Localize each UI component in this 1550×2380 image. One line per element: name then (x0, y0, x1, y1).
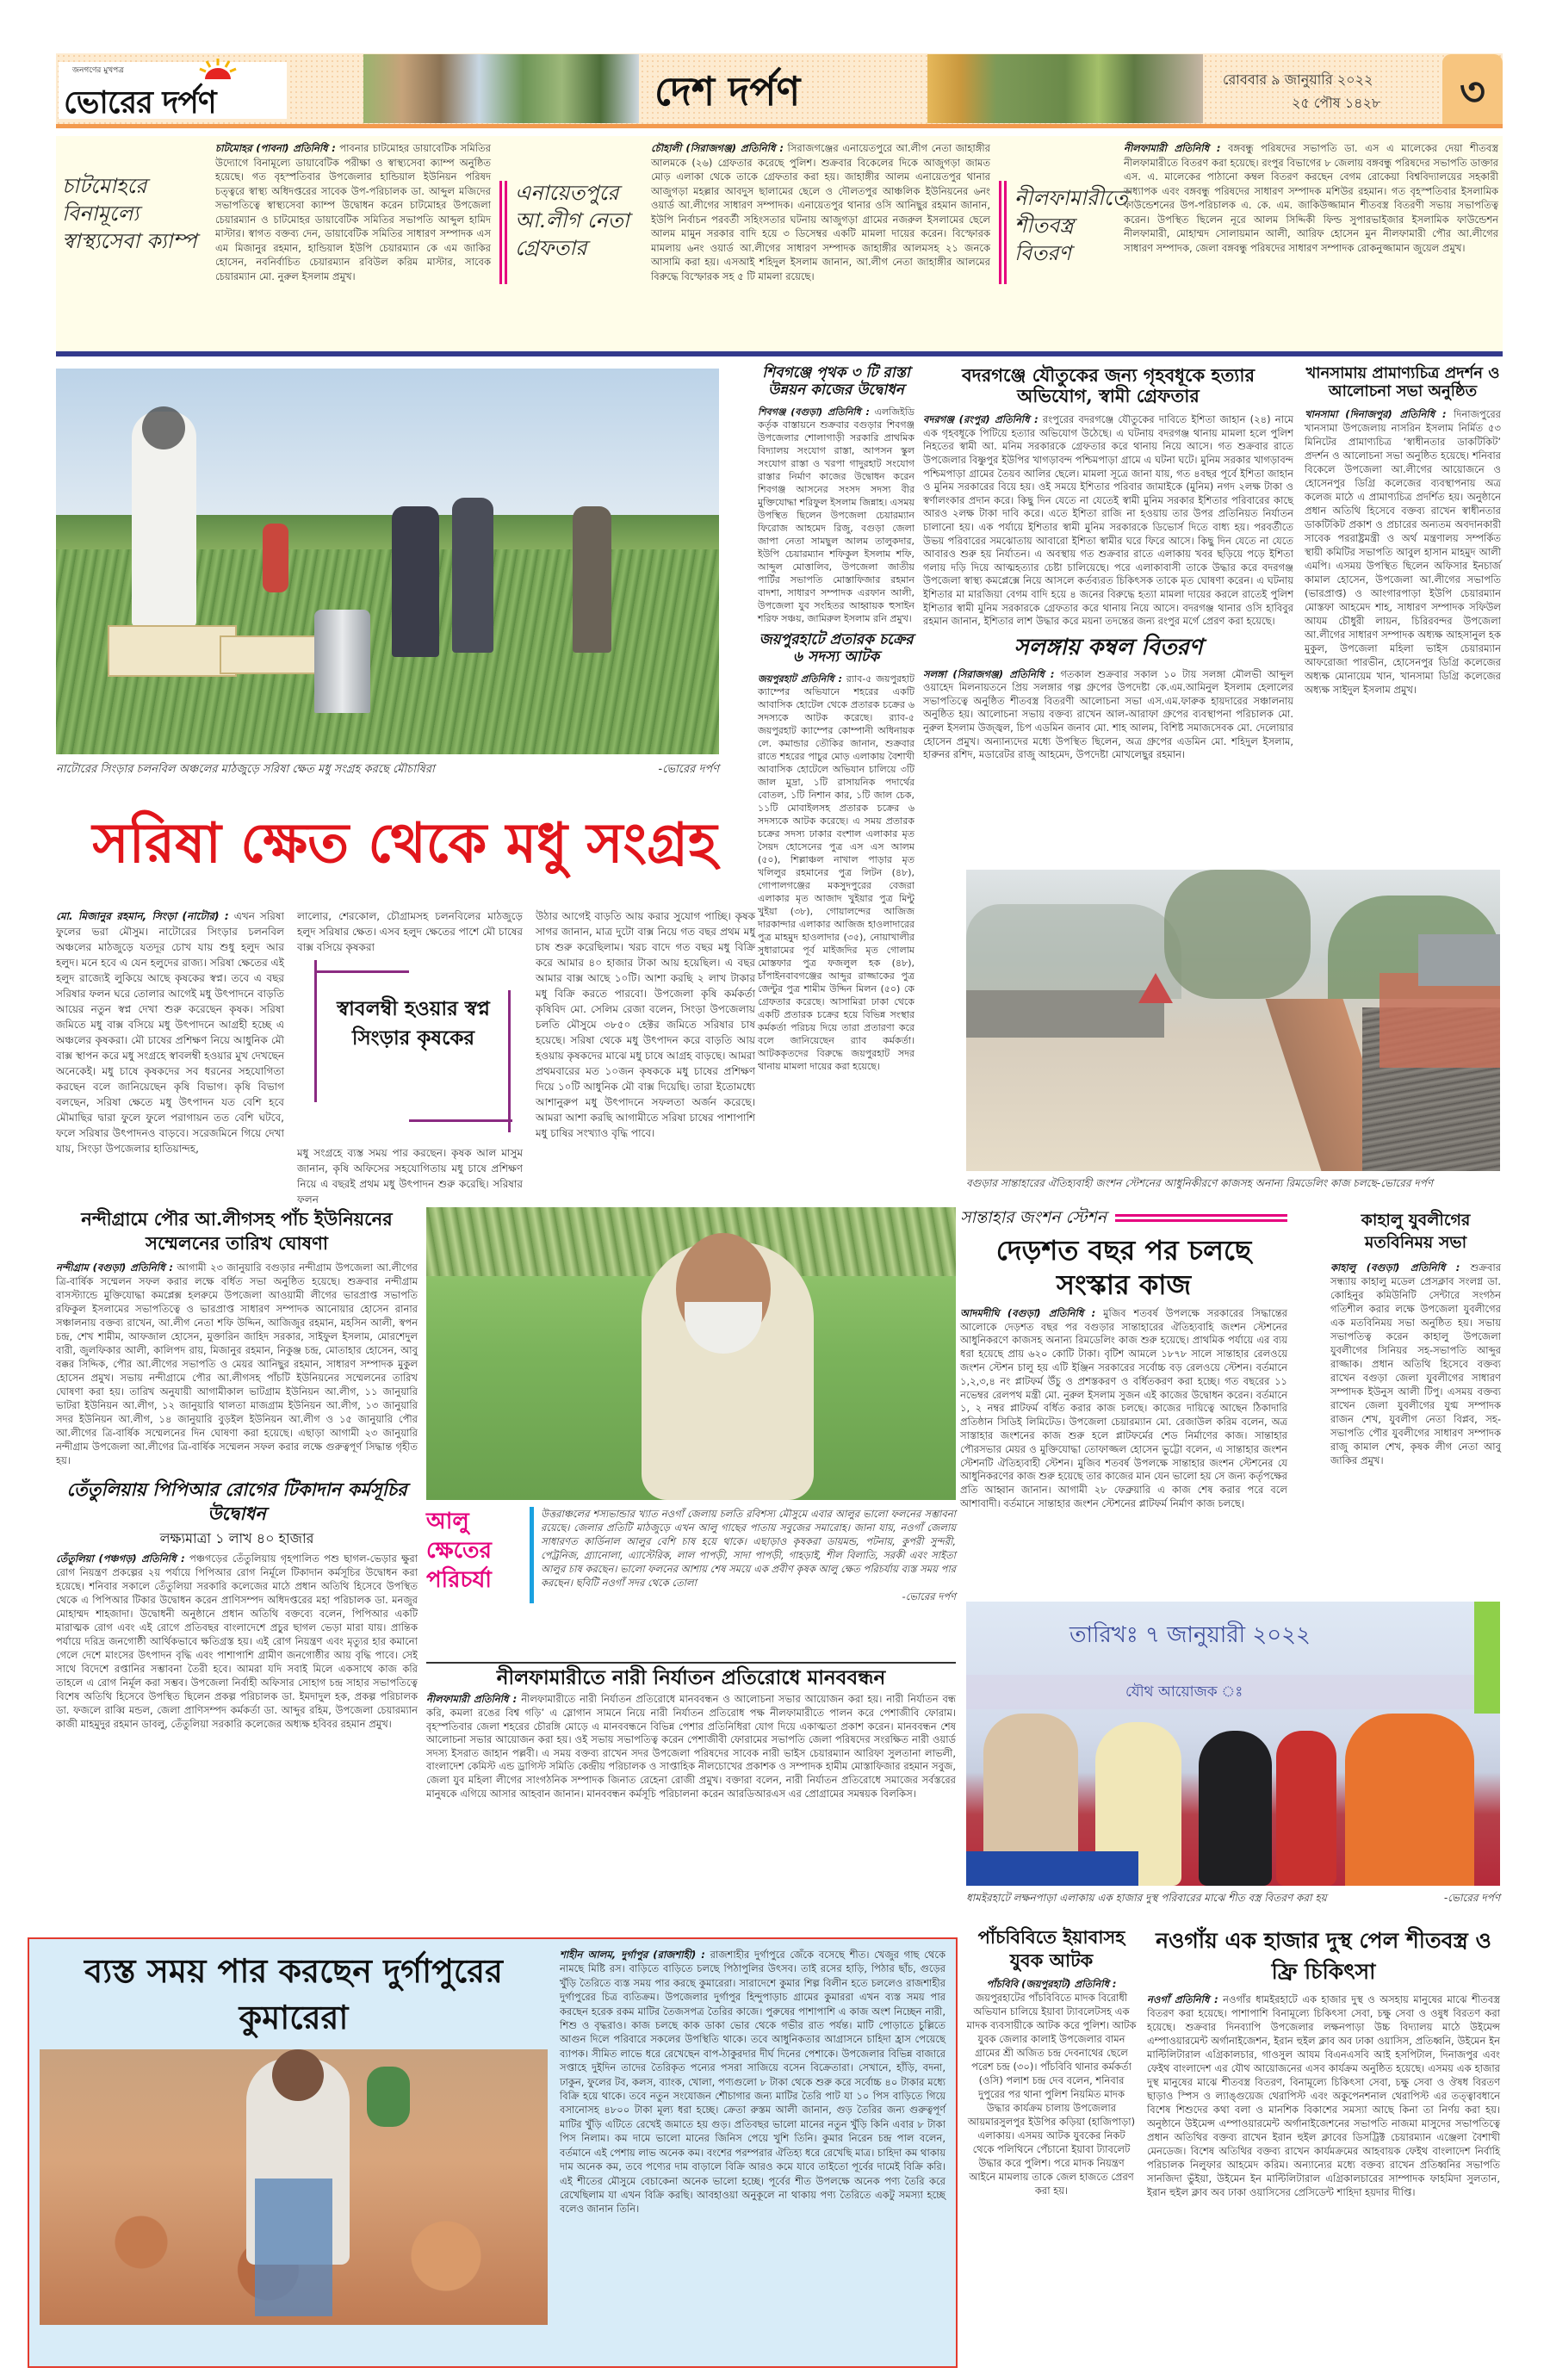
story-body: নীলফামারী প্রতিনিধি : বঙ্গবন্ধু পরিষদের সভাপতি ডা. এস এ মালেকের দেয়া শীতবস্ত্র নীলফামারীতে বিতরণ করা হয়েছে। রংপুর বিভাগের ৮ জেলায় বঙ্গবন্ধু পরিষদের সভাপতি ডাক্তার এস. এ. মালেকের পাঠানো কম্বল বিতরণ করছেন বেগম রোকেয়া বিশ্ববিদ্যালয়ের সহকারী অধ্যাপক এবং বঙ্গবন্ধু পরিষদের সাধারণ সম্পাদক মশিউর রহমান। গত বৃহস্পতিবার ইসলামিক ফাউন্ডেশনের উপ-পরিচালক এ. কে. এম. জাকিউজ্জামান শীতবস্ত্র বিতরণী সভায় সভাপতিত্ব করেন। উপস্থিত ছিলেন নূরে আলম সিদ্দিকী ফিল্ড সুপারভাইজার ইসলামিক ফাউন্ডেশন নীলফামারী, মোহাম্মদ সোলায়মান আলী, আরিফ হোসেন মুন নীলফামারী পৌর আ.লীগের সাধারণ সম্পাদক, জেলা বঙ্গবন্ধু পরিষদের সাধারণ সম্পাদক রোকনুজ্জামান জুয়েল প্রমুখ। (1124, 142, 1499, 254)
story-column: মো. মিজানুর রহমান, সিংড়া (নাটোর) : এখন সরিষা ফুলের ভরা মৌসুম। নাটোরের সিংড়ার চলনবিল অঞ্চলের মাঠজুড়ে যতদূর চোখ যায় শুধু হলুদ আর হলুদ। মনে হবে এ যেন হলুদের রাজ্য। সরিষা ক্ষেতের এই হলুদ রাজ্যেই লুকিয়ে আছে কৃষকের স্বপ্ন। তবে এ বছর সরিষার ফলন ঘরে তোলার আগেই মধু উৎপাদনে বাড়তি আয়ের নতুন স্বপ্ন দেখা শুরু করেছেন কৃষক। সরিষা জমিতে মধু বাক্স বসিয়ে মধু উৎপাদনে আগ্রহী হচ্ছে এ অঞ্চলের কৃষকরা। মৌ চাষের প্রশিক্ষণ নিয়ে আধুনিক মৌ বাক্স স্থাপন করে মধু সংগ্রহে স্বাবলম্বী হওয়ার মুখ দেখছেন অনেকেই। মধু চাষে কৃষকদের সব ধরনের সহযোগিতা করছেন বলে জানিয়েছেন কৃষি বিভাগ। কৃষি বিভাগ বলছেন, সরিষা ক্ষেতে মধু উৎপাদন যত বেশি হবে মৌমাছির দ্বারা ফুলে ফুলে পরাগায়ন তত বেশি ঘটবে, ফলে সরিষার উৎপাদনও বাড়বে। সরেজমিনে গিয়ে দেখা যায়, সিংড়া উপজেলার হাতিয়ান্দহ, (56, 910, 284, 1155)
photo-credit: -ভোরের দর্পণ (902, 1590, 956, 1602)
story-body: তেঁতুলিয়া (পঞ্চগড়) প্রতিনিধি : পঞ্চগড়ের তেঁতুলিয়ায় গৃহপালিত পশু ছাগল-ভেড়ার ক্ষুরা রোগ নিয়ন্ত্রণ প্রকল্পের ২য় পর্যায়ে পিপিআর রোগ নির্মূলে টিকাদান কর্মসূচির উদ্বোধন করা হয়েছে। শনিবার সকালে তেঁতুলিয়া সরকারি কলেজের মাঠে প্রধান অতিথি হিসেবে উপস্থিত থেকে এ পিপিআর টিকার উদ্বোধন করেন প্রাণিসম্পদ অধিদপ্তরের মহা পরিচালক ডা. মনজুর মোহাম্মদ শাহজাদা। উদ্বোধনী অনুষ্ঠানে প্রধান অতিথি বক্তব্যে বলেন, পিপিআর একটি মারাত্মক রোগ এবং এই রোগে প্রতিবছর বাংলাদেশে প্রচুর ছাগল ভেড়া মারা যায়। প্রান্তিক পর্যায়ে দরিদ্র জনগোষ্ঠী আর্থিকভাবে ক্ষতিগ্রস্ত হয়। এই রোগ নিয়ন্ত্রণ এবং মৃত্যুর হার কমানো গেলে দেশে মাংসের উৎপাদন বৃদ্ধি এবং পাশাপাশি গ্রামীণ জনগোষ্ঠীর আয় বৃদ্ধি পাবে। সেই সাথে বিদেশে রপ্তানির সম্ভাবনা তৈরী হবে। আমরা যদি সবাই মিলে একসাথে কাজ করি তাহলে এ রোগ নির্মূল করা সম্ভব। উপজেলা নির্বাহী অফিসার সোহাগ চন্দ্র সাহার সভাপতিত্বে বিশেষ অতিথি হিসেবে উপস্থিত ছিলেন প্রকল্প পরিচালক ডা. ইমদাদুল হক, প্রকল্প পরিচালক ডা. ফজলে রাব্বি মন্ডল, জেলা প্রাণিসম্পদ কর্মকর্তা ডা. আব্দুর রহিম, উপজেলা চেয়ারম্যান কাজী মাহমুদুর রহমান ডাবলু, তেঁতুলিয়া সরকারি কলেজের অধ্যক্ষ হবিবর রহমান প্রমুখ। (56, 1553, 418, 1731)
feature-caption-block (426, 1507, 956, 1603)
story-dateline: সলঙ্গা (সিরাজগঞ্জ) প্রতিনিধি : (923, 667, 1055, 680)
story-body: জয়পুরহাট প্রতিনিধি : র‌্যাব-৫ জয়পুরহাট ক্যাম্পের অভিযানে শহরের একটি আবাসিক হোটেল থেকে প্রতারক চক্রের ৬ সদস্যকে আটক করেছে। র‌্যাব-৫ জয়পুরহাট ক্যাম্পের কোম্পানী অধিনায়ক লে. কমান্ডার তৌকির জানান, শুক্রবার রাতে শহরের পাচুর মোড় এলাকায় বৈশাখী আবাসিক হোটেলে অভিযান চালিয়ে ৩টি জাল মুদ্রা, ১টি রাসায়নিক পদার্থের বোতল, ১টি নিশান কার, ১টি জাল চেক, ১১টি মোবাইলসহ প্রতারক চক্রের ৬ সদস্যকে আটক করেছে। এ সময় প্রতারক চক্রের সদস্য ঢাকার বংশাল এলাকার মৃত সৈয়দ হোসেনের পুত্র এস এস আলম (৫০), শিল্লাঞ্চল নাখাল পাড়ার মৃত খলিলুর রহমানের পুত্র লিটন (৪৮), গোপালগঞ্জের মকসুদপুরের বেজরা এলাকার মৃত আজাদ খুইয়ার পুত্র মিন্টু খুইয়া (৩৮), গোয়ালন্দের আজিজ দারকান্দার এলাকার আজিজ হাওলাদারের পুত্র মাহমুদ হাওলাদার (৩৫), নোয়াখালীর সুধারামের পূর্ব মাইজদির মৃত গোলাম মোস্তফার পুত্র ফজলুল হক (৪৮), চাঁপাইনবাবগঞ্জের আব্দুর রাজ্জাকের পুত্র জেন্টুর পুত্র শামীম উদ্দিন মিলন (৫০) কে গ্রেফতার করেছে। আসামিরা ঢাকা থেকে একটি প্রতারক চক্রের হয়ে বিভিন্ন সংস্থার কর্মকর্তা পরিচয় দিয়ে তারা প্রতারণা করে বলে জানিয়েছেন র‌্যাব কর্মকর্তা। আটককৃতদের বিরুদ্ধে জয়পুরহাট সদর থানায় মামলা দায়ের করা হয়েছে। (758, 673, 914, 1073)
photo-credit: -ভোরের দর্পণ (658, 763, 719, 776)
news-column (1147, 1925, 1500, 2199)
railway-station-photo (966, 870, 1500, 1171)
story-body: আদমদীঘি (বগুড়া) প্রতিনিধি : মুজিব শতবর্ষ উপলক্ষে সরকারের সিদ্ধান্তের আলোকে দেড়শত বছর পর বগুড়ার সান্তাহারের ঐতিহ্যবাহি জংশন স্টেশনের আধুনিকরণে কাজসহ অনান্য রিমডেলিং কাজ শুরু হয়েছে। প্রাথমিক পর্যায়ে এর ব্যয় ধরা হয়েছে প্রায় ৬২০ কোটি টাকা। বৃটিশ আমলে ১৮৭৮ সালে সান্তাহার রেলওয়ে জংশন স্টেশন চালু হয় এটি ইঞ্জিন সরকারের সর্বোচ্চ বড় রেলওয়ে স্টেশন। বর্তমানে ১,২,৩,৪ নং প্লাটফর্ম উঁচু ও প্রশস্তকরণ ও বর্ধিতকরণ করা হচ্ছে। গত বছরের ১১ নভেম্বর রেলপথ মন্ত্রী মো. নুরুল ইসলাম সুজন এই কাজের উদ্বোধন করেন। বর্তমানে ১, ২ নম্বর প্লাটফর্ম বর্ধিত করার কাজ চলছে। কাজের দায়িত্বে আছেন ঠিকাদারি প্রতিষ্ঠান সিডিই লিমিটেড। উপজেলা চেয়ারম্যান মো. রেজাউল করিম বলেন, অত্র সাস্তাহার জংশনের কাজ শুরু হলে প্লাটফর্মের শেড নির্মাণের কাজ। সান্তাহার পৌরসভার মেয়র ও মুক্তিযোদ্ধা তোফাজ্জল হোসেন ভুট্টো বলেন, এ সান্তাহার জংশন স্টেশনটি ঐতিহ্যবাহী স্টেশন। মুজিব শতবর্ষ উপলক্ষে সান্তাহার জংশন স্টেশনের যে আধুনিকরণের কাজ শুরু হয়েছে তার কাজের মান যেন ভালো হয় সে জন্য কর্তৃপক্ষের প্রতি আহ্বান জানান। আগামী ২৮ ফেব্রুয়ারি এ কাজ শেষ করার পরে বলে আশাবাদী। বর্তমানে সান্তাহার জংশন স্টেশনের প্লাটফর্ম নির্মাণ কাজ চলছে। (960, 1306, 1287, 1509)
story-dateline: খানসামা (দিনাজপুর) প্রতিনিধি : (1305, 408, 1447, 421)
story-body: শাহীন আলম, দুর্গাপুর (রাজশাহী) : রাজশাহীর দুর্গাপুরে জেঁকে বসেছে শীত। খেজুর গাছ থেকে নামছে মিষ্টি রস। বাড়িতে বাড়িতে চলছে পিঠাপুলির উৎসব। তাই রসের হাড়ি, পিঠার ছাঁচ, গুড়ের খুঁড়ি তৈরিতে ব্যস্ত সময় পার করছে কুমারেরা। সারাদেশে কুমার শিল্প বিলীন হতে চললেও রাজশাহীর দুর্গাপুরের চিত্র ব্যতিক্রম। উপজেলার দুর্গাপুর হিন্দুপাড়াচ গ্রামের কুমাররা এখন ব্যস্ত সময় পার করছেন হরেক রকম মাটির তৈজসপত্র তৈরির কাজে। পুরুষের পাশাপাশি এ কাজ অংশ নিচ্ছেন নারী, শিশু ও বৃদ্ধরাও। কাজ চলছে কাক ডাকা ভোর থেকে গভীর রাত পর্যন্ত। মাটি পোড়াতে চুল্লিতে আগুন দিলে পরিবারে সকলের উপস্থিতি থাকে। তবে আধুনিকতার আগ্রাসনে চাহিদা হ্রাস পেয়েছে ব্যাপক। সীমিত লাভে ধরে রেখেছেন বাপ-ঠাকুরদার দীর্ঘ দিনের পেশাকে। উপজেলার বিভিন্ন বাজারে সপ্তাহে দুইদিন তাদের তৈরিকৃত পন্যের পসরা সাজিয়ে বসেন বিক্রেতারা। সেখানে, হাঁড়ি, বদনা, ঢাকুন, ফুলের টব, কলস, ব্যাংক, খোলা, পণ্যগুলো ৮ টাকা থেকে শুরু করে সর্বোচ্চ ৪০ টাকার মধ্যে বিক্রি হয়ে থাকে। তবে নতুন সংযোজন শৌচাগার জন্য মাটির তৈরি পাট যা ১০ পিস বাড়িতে গিয়ে বসানোসহ ৪৮০০ টাকা মূল্য ধরা হচ্ছে। ক্রেতা রুস্তম আলী জানান, গুড় তৈরির জন্য গুরুত্বপূর্ণ মাটির খুঁড়ি এটিতে রেখেই জমাতে হয় গুড়। প্রতিবছর ভালো মানের নতুন খুঁড়ি কিনি এবার ৮ টাকা পিস নিলাম। কম দামে ভালো মানের জিনিস পেয়ে খুশি তিনি। কুমার নিরেন চন্দ্র পাল বলেন, বর্তমানে এই পেশায় লাভ অনেক কম। বংশের পরম্পরার ঐতিহ্য ধরে রেখেছি মাত্র। চাহিদা কম থাকায় দাম অনেক কম, তবে পণ্যের দাম বাড়ালে বিক্রি আরও কমে যাবে তাইতো পূর্বের দামেই বিক্রি করি। এই শীতের মৌসুমে বেচাকেনা অনেক ভালো হচ্ছে। পূর্বের শীত উপলক্ষে অনেক পণ্য তৈরি করে রেখেছিলাম যা এখন বিক্রি করছি। আবহাওয়া অনুকূলে না থাকায় পণ্য তৈরিতে একটু সমস্যা হচ্ছে বলেও জানান তিনি। (560, 1949, 946, 2216)
pottery-photo (40, 2049, 548, 2325)
story-dateline: চাটমোহর (পাবনা) প্রতিনিধি : (215, 142, 336, 154)
photo-credit: -ভোরের দর্পণ (1443, 1892, 1500, 1904)
story-column: লালোর, শেরকোল, চৌগ্রামসহ চলনবিলের মাঠজুড়ে হলুদ সরিষার ক্ষেত। এসব হলুদ ক্ষেতের পাশে মৌ চাষের বাক্স বসিয়ে কৃষকরা (297, 910, 523, 953)
section-title: দেশ দর্পণ (654, 68, 801, 115)
story-headline[interactable]: নওগাঁয় এক হাজার দুস্থ পেল শীতবস্ত্র ও ফ্রি চিকিৎসা (1156, 1928, 1491, 1984)
story-body: খানসামা (দিনাজপুর) প্রতিনিধি : দিনাজপুরের খানসামা উপজেলায় নাসরিন ইসলাম নির্মিত ৫৩ মিনিটের প্রামাণ্যচিত্র ‘স্বাধীনতার ডাকটিকিট’ প্রদর্শন ও আলোচনা সভা অনুষ্ঠিত হয়েছে। শনিবার বিকেলে উপজেলা আ.লীগের আয়োজনে ও হোসেনপুর ডিগ্রি কলেজের ব্যবস্থাপনায় অত্র কলেজ মাঠে এ প্রামাণ্যচিত্র প্রদর্শিত হয়। অনুষ্ঠানে প্রধান অতিথি হিসেবে বক্তব্য রাখেন স্বাধীনতার ডাকটিকিট প্রকাশ ও প্রচারের অন্যতম অবদানকারী সাবেক পররাষ্ট্রমন্ত্রী ও অর্থ মন্ত্রণালয় সম্পর্কিত স্থায়ী কমিটির সভাপতি আবুল হাসান মাহমুদ আলী এমপি। এসময় উপস্থিত ছিলেন অফিসার ইনচার্জ কামাল হোসেন, উপজেলা আ.লীগের সভাপতি (ভারপ্রাপ্ত) ও আংগারপাড়া ইউপি চেয়ারম্যান মোস্তফা আহমেদ শাহ, সাধারণ সম্পাদক সফিউল আযম চৌধুরী লায়ন, চিরিরবন্দর উপজেলা আ.লীগের সাধারণ সম্পাদক অধ্যক্ষ আহসানুল হক মুকুল, উপজেলা মহিলা ভাইস চেয়ারম্যান আফরোজা পারভীন, হোসেনপুর ডিগ্রি কলেজের অধ্যক্ষ মোনায়েম খান, খানসামা ডিগ্রি কলেজের অধ্যক্ষ সাইদুল ইসলাম প্রমুখ। (1305, 408, 1501, 697)
kicker-row (960, 1209, 1287, 1228)
story-dateline: পাঁচবিবি (জয়পুরহাট) প্রতিনিধি : (986, 1978, 1117, 1990)
main-headline[interactable]: সরিষা ক্ষেত থেকে মধু সংগ্রহ (92, 811, 717, 876)
story-body: চৌহালী (সিরাজগঞ্জ) প্রতিনিধি : সিরাজগঞ্জের এনায়েতপুরে আ.লীগ নেতা জাহাঙ্গীর আলমকে (২৬) গ্রেফতার করেছে পুলিশ। শুক্রবার বিকেলের দিকে আজুগড়া জামত মোড় এলাকা থেকে তাকে গ্রেফতার করা হয়। জাহাঙ্গীর আলম এনায়েতপুর থানার আজুগড়া মহল্লার আবদুস ছালামের ছেলে ও দৌলতপুর আঞ্চলিক ইউনিয়নের ৬নং ওয়ার্ড আ.লীগের সাধারণ সম্পাদক। এনায়েতপুর থানার ওসি আনিছুর রহমান জানান, ইউপি নির্বাচন পরবর্তী সহিংসতার ঘটনায় আজুগড়া গ্রামের নজরুল ইসলামের ছেলে আলম মামুন সরকার বাদি হয়ে ৩ ডিসেম্বর একটি মামলা দায়ের করেন। বিস্ফোরক মামলায় ৬নং ওয়ার্ড আ.লীগের সাধারণ সম্পাদক জাহাঙ্গীর আলমসহ ২১ জনকে আসামি করা হয়। এসআই শহিদুল ইসলাম জানান, আ.লীগ নেতা জাহাঙ্গীর আলমের বিরুদ্ধে বিস্ফোরক সহ ৫ টি মামলা রয়েছে। (651, 142, 990, 282)
story-body: কাহালু (বগুড়া) প্রতিনিধি : শুক্রবার সন্ধ্যায় কাহালু মডেল প্রেসক্লাব সংলগ্ন ডা. কোহিনুর কমিউনিটি সেন্টারে সংগঠন গতিশীল করার লক্ষে উপজেলা যুবলীগের এক মতবিনিময় সভা অনুষ্ঠিত হয়। সভায় সভাপতিত্ব করেন কাহালু উপজেলা যুবলীগের সিনিয়র সহ-সভাপতি আব্দুর রাজ্জাক। প্রধান অতিথি হিসেবে বক্তব্য রাখেন বগুড়া জেলা যুবলীগের সাধারণ সম্পাদক ইউনুস আলী টিপু। এসময় বক্তব্য রাখেন জেলা যুবলীগের যুগ্ম সম্পাদক রাজন শেখ, যুবলীগ নেতা বিপ্লব, সহ-সভাপতি পৌর যুবলীগের সাধারণ সম্পাদক রাজু কামাল শেখ, কৃষক লীগ নেতা আবু জাকির প্রমুখ। (1330, 1261, 1502, 1466)
photo-caption: উত্তরাঞ্চলের শস্যভান্ডার খ্যাত নওগাঁ জেলায় চলতি রবিশস্য মৌসুমে এবার আলুর ভালো ফলনের সম্ভাবনা রয়েছে। জেলার প্রতিটি মাঠজুড়ে এখন আলু গাছের পাতায় সবুজের সমারোহ। জানা যায়, নওগাঁ জেলায় সাধারণত কার্ডিনাল আলুর বেশি চাষ হয়ে থাকে। এছাড়াও কৃষকরা ডায়মন্ড, পটনায়, কুপরী সুন্দরী, পেট্রনিজ, গ্র্যানোলা, এ্যাস্টেরিক, লাল পাপড়ী, সাদা পাপড়ী, গাহড়াই, শীল বিলাতি, সরকী এবং সাইতা আলুর চাষ করছেন। ভালো ফলনের আশায় শেষ সময়ে এক প্রবীণ কৃষক আলু ক্ষেত পরিচর্যায় ব্যস্ত সময় পার করছেন। ছবিটি নওগাঁ সদর থেকে তোলা -ভোরের দর্পণ (541, 1508, 956, 1602)
story-dateline: তেঁতুলিয়া (পঞ্চগড়) প্রতিনিধি : (56, 1553, 185, 1565)
story-dateline: শাহীন আলম, দুর্গাপুর (রাজশাহী) : (560, 1949, 705, 1961)
story-dateline: বদরগঞ্জ (রংপুর) প্রতিনিধি : (923, 413, 1038, 426)
potato-field-photo (426, 1207, 956, 1500)
story-headline[interactable]: এনায়েতপুরে আ.লীগ নেতা গ্রেফতার (515, 181, 629, 260)
story-dateline: মো. মিজানুর রহমান, সিংড়া (নাটোর) : (56, 910, 229, 922)
photo-caption: বগুড়ার সান্তাহারের ঐতিহ্যবাহী জংশন স্টেশনের আধুনিকীরণে কাজসহ অনান্য রিমডেলিং কাজ চলছে-ভোরের দর্পণ (966, 1177, 1433, 1189)
news-column (960, 1209, 1287, 1511)
page-number: ৩ (1460, 68, 1485, 115)
story-body: নীলফামারী প্রতিনিধি : নীলফামারীতে নারী নির্যাতন প্রতিরোধে মানববন্ধন ও আলোচনা সভার আয়োজন করা হয়। নারী নির্যাতন বন্ধ করি, কমলা রঙের বিশ্ব গড়ি’ এ স্লোগান সামনে নিয়ে নারী নির্যাতন প্রতিরোধ পক্ষ নীলফামারীতে পালন করে পেশাজীবি ফোরাম। বৃহস্পতিবার জেলা শহরের চৌরঙ্গি মোড়ে এ মানববন্ধনে বিভিন্ন পেশার প্রতিনিধিরা যোগ দিয়ে একাত্মতা প্রকাশ করেন। মানববন্ধন শেষ আলোচনা সভার আয়োজন করা হয়। ওই সভায় সভাপতিত্ব করেন পেশাজীবী ফোরামের সভাপতি জেলা পরিষদের সংরক্ষিত নারী ওয়ার্ড সদস্য ইসরাত জাহান পল্লবী। এ সময় বক্তব্য রাখেন সদর উপজেলা পরিষদের সাবেক নারী ভাইস চেয়ারম্যান আরিফা সুলতানা লাভলী, বাংলাদেশ কেমিস্ট এন্ড ড্রাগিস্ট সমিতি কেন্দ্রীয় পরিচালক ও সাপ্তাহিক নীলচোখের প্রকাশক ও সম্পাদক হামীম মোস্তাফিজার রহমান সবুজ, জেলা যুব মহিলা লীগের সাংগঠনিক সম্পাদক জিনাত রেহেনা রোজী প্রমুখ। বক্তারা বলেন, নারী নির্যাতন প্রতিরোধে সমাজের সর্বস্তরের মানুষকে এগিয়ে আসার আহবান জানান। মানববন্ধন কর্মসূচি পরিচালনা করেন আরডিআরএস এর প্রোগ্রামের সমন্বয়ক বিলকিস। (426, 1693, 956, 1800)
masthead-photo-strip-right (927, 54, 1203, 123)
story-body: শিবগঞ্জ (বগুড়া) প্রতিনিধি : এলজিইডি কর্তৃক বাস্তায়নে শুক্রবার বগুড়ার শিবগঞ্জ উপজেলার শোলাগাড়ী সরকারি প্রাথমিক বিদ্যালয় সংযোগ রাস্তা, আপসন স্কুল সংযোগ রাস্তা ও খরপা গাদুরহাট সংযোগ রাস্তার নির্মাণ কাজের উদ্বোধন করেন শিবগঞ্জ আসনের সংসদ সদস্য বীর মুক্তিযোদ্ধা শরিফুল ইসলাম জিন্নাহ। এসময় উপস্থিত ছিলেন উপজেলা চেয়ারম্যান ফিরোজ আহমেদ রিজু, বগুড়া জেলা জাপা নেতা সামছুল আলম তালুকদার, ইউপি চেয়ারম্যান শফিকুল ইসলাম শফি, আব্দুল মোত্তালিব, উপজেলা জাতীয় পার্টির সভাপতি মোস্তাফিজার রহমান বাদশা, সাধারণ সম্পাদক এরফান আলী, উপজেলা যুব সংহিতর আহ্বায়ক হুসাইন শরিফ সঞ্চয়, জামিরুল ইসলাম রনি প্রমুখ। (758, 406, 915, 625)
story-body: সলঙ্গা (সিরাজগঞ্জ) প্রতিনিধি : গতকাল শুক্রবার সকাল ১০ টায় সলঙ্গা মৌলভী আব্দুল ওয়াহেদ মিলনায়তনে প্রিয় সলঙ্গার গল্প গ্রুপের উপদেষ্টা কে.এম.আমিনুল ইসলাম হেলালের সভাপতিত্বে অনুষ্ঠিত শীতবস্ত্র বিতরণী আলোচনা সভা এস.এম.ফারুক হায়দারের সঞ্চালনায় অনুষ্ঠিত হয়। আলোচনা সভায় বক্তব্য রাখেন আল-আরাফা গ্রুপের ব্যবস্থাপনা পরিচালক মো. নুরুল ইসলাম উজ্জ্বল, চিপ এডমিন জনাব মো. শাহ আলম, বিশিষ্ট সমাজসেবক মো. দেলোয়ার হোসেন প্রমুখ। অন্যান্যদের মধ্যে উপস্থিত ছিলেন, অত্র গ্রুপের এডমিন মো. শহিদুল ইসলাম, হারুনর রশিদ, মডারেটর রাজু আহমেদ, উপদেষ্টা মোখলেছুর রহমান। (923, 667, 1293, 761)
story-headline[interactable]: দেড়শত বছর পর চলছে সংস্কার কাজ (995, 1233, 1252, 1301)
story-dateline: জয়পুরহাট প্রতিনিধি : (758, 673, 843, 685)
kicker-rule (1115, 1214, 1287, 1222)
story-headline[interactable]: পাঁচবিবিতে ইয়াবাসহ যুবক আটক (977, 1926, 1125, 1971)
story-body: নন্দীগ্রাম (বগুড়া) প্রতিনিধি : আগামী ২৩ জানুয়ারি বগুড়ার নন্দীগ্রাম উপজেলা আ.লীগের ত্রি-বার্ষিক সম্মেলন সফল করার লক্ষে বর্ধিত সভা অনুষ্ঠিত হয়েছে। শুক্রবার নন্দীগ্রাম বাসস্ট্যান্ডে মুক্তিযোদ্ধা কমপ্লেক্স হলরুমে উপজেলা আওয়ামী লীগের ভারপ্রাপ্ত সভাপতি রফিকুল ইসলামের সভাপতিত্বে ও ভারপ্রাপ্ত সাধারণ সম্পাদক আনোয়ার হোসেন রানার সঞ্চালনায় বক্তব্য রাখেন, আ.লীগ নেতা শফি উদ্দিন, আজিজুর রহমান, মহসিন আলী, স্বপন চন্দ্র, শেখ শামীম, আফজাল হোসেন, মুক্তারিন জাহিদ সরকার, সাইফুল ইসলাম, মোরশেদুল বারী, জুলফিকার আলী, কালিপদ রায়, মিজানুর রহমান, নিকুঞ্জ চন্দ্র, মোতাহার হোসেন, আবু বক্কর সিদ্দিক, পৌর আ.লীগের সভাপতি ও মেয়র আনিছুর রহমান, সাধারণ সম্পাদক মুকুল হোসেন প্রমুখ। সভায় নন্দীগ্রামে পৌর আ.লীগসহ পাঁচটি ইউনিয়নের সম্মেলনের তারিখ ঘোষণা করা হয়। তারিখ অনুযায়ী আগামীকাল ভাটগ্রাম ইউনিয়ন আ.লীগ, ১১ জানুয়ারি ভাটরা ইউনিয়ন আ.লীগ, ১২ জানুয়ারি থালতা মাজগ্রাম ইউনিয়ন আ.লীগ, ১৩ জানুয়ারি সদর ইউনিয়ন আ.লীগ, ১৪ জানুয়ারি বুড়ইল ইউনিয়ন আ.লীগ ও ১৫ জানুয়ারি পৌর আ.লীগের ত্রি-বার্ষিক সম্মেলনের দিন ঘোষণা করা হয়েছে। এছাড়া আগামী ২৩ জানুয়ারি নন্দীগ্রাম উপজেলা আ.লীগের ত্রি-বার্ষিক সম্মেলন সফল করার লক্ষে গুরুত্বপূর্ণ সিদ্ধান্ত গৃহীত হয়। (56, 1261, 418, 1466)
date-gregorian: রোববার ৯ জানুয়ারি ২০২২ (1223, 71, 1373, 88)
story-body: পাঁচবিবি (জয়পুরহাট) প্রতিনিধি : জয়পুরহাটের পাঁচবিবিতে মাদক বিরোধী অভিযান চালিয়ে ইয়াবা ট্যাবলেটসহ এক মাদক ব্যবসায়ীকে আটক করে পুলিশ। আটক যুবক জেলার কালাই উপজেলার বামন গ্রামের শ্রী অজিত চন্দ্র দেবনাথের ছেলে পরেশ চন্দ্র (৩০)। পাঁচবিবি থানার কর্মকর্তা (ওসি) পলাশ চন্দ্র দেব বলেন, শনিবার দুপুরের পর থানা পুলিশ নিয়মিত মাদক উদ্ধার কার্যক্রম চালায় উপজেলার আয়মারসুলপুর ইউপির কড়িয়া (হাজিপাড়া) এলাকায়। এসময় আটক যুবকের নিকট থেকে পলিথিনে পেঁচানো ইয়াবা ট্যাবলেট উদ্ধার করে পুলিশ। পরে মাদক নিয়ন্ত্রণ আইনে মামলায় তাকে জেল হাজতে প্রেরণ করা হয়। (966, 1978, 1137, 2197)
story-headline[interactable]: চাটমোহরে বিনামূল্যে স্বাস্থ্যসেবা ক্যাম্প (62, 174, 197, 253)
photo-caption-row (966, 1891, 1500, 1908)
pull-quote-frame (314, 960, 512, 1132)
story-body: বদরগঞ্জ (রংপুর) প্রতিনিধি : রংপুরের বদরগঞ্জে যৌতুকের দাবিতে ইশিতা জাহান (২৪) নামে এক গৃহবধূকে পিটিয়ে হত্যার অভিযোগ উঠেছে। এ ঘটনায় বদরগঞ্জ থানায় মামলা হলে পুলিশ নিহতের স্বামী আ. মনিম সরকারকে গ্রেফতার করে থানায় নিয়ে আসে। গত শুক্রবার রাতে উপজেলার বিষ্ণুপুর ইউপির খাগড়াবন্দ পশ্চিমপাড়া গ্রামে এ ঘটনা ঘটে। মুনিম সরকার খাগড়াবন্দ পশ্চিমপাড়া গ্রামের তৈয়ব আলির ছেলে। মামলা সূত্রে জানা যায়, গত ৪বছর পূর্বে ইশিতা জাহান ও মুনিম সরকারের বিয়ে হয়। ওই সময়ে ইশিতার পরিবার জামাইকে (মুনিম) নগদ ২লক্ষ টাকা ও স্বর্ণালংকার প্রদান করে। কিছু দিন যেতে না যেতেই স্বামী মুনিম সরকার ইশিতার পরিবারের কাছে আরও ২লক্ষ টাকা দাবি করে। এতে ইশিতা রাজি না হওয়ায় তার উপর প্রতিনিয়ত নির্যাতন চালানো হয়। এক পর্যায়ে ইশিতার স্বামী মুনিম সরকারকে ডিভোর্স দিতে বাধ্য হয়। পরবর্তীতে উভয় পরিবারের সমঝোতায় আবারো ইশিতা স্বামীর ঘরে ফিরে আসে। কিছু দিন যেতে না যেতে আবারও শুরু হয় নির্যাতন। এ অবস্থায় গত শুক্রবার রাতে এলাকায় খবর ছড়িয়ে পড়ে ইশিতা গলায় দড়ি দিয়ে আত্মহত্যার চেষ্টা চালিয়েছে। পরে এলাকাবাসী তাকে উদ্ধার করে বদরগঞ্জ উপজেলা স্বাস্থ্য কমপ্লেক্সে নিয়ে আসলে কর্তব্যরত চিকিৎসক তাকে মৃত ঘোষণা করেন। এ ঘটনায় ইশিতার মা মারজিয়া বেগম বাদি হয়ে ৪ জনের বিরুদ্ধে হত্যা মামলা দায়ের করলে রাতেই পুলিশ ইশিতার স্বামী মুনিম সরকারকে গ্রেফতার করে থানায় নিয়ে আসে। বদরগঞ্জ থানার ওসি হাবিবুর রহমান জানান, ইশিতার লাশ উদ্ধার করে ময়না তদন্তের জন্য রংপুর মর্গে প্রেরণ করা হয়েছে। (923, 413, 1293, 628)
news-column (923, 365, 1293, 762)
news-column (1330, 1209, 1501, 1467)
story-headline[interactable]: কাহালু যুবলীগের মতবিনিময় সভা (1361, 1211, 1471, 1252)
story-headline[interactable]: নীলফামারীতে নারী নির্যাতন প্রতিরোধে মানববন্ধন (496, 1666, 886, 1689)
banner-date: তারিখঃ ৭ জানুয়ারী ২০২২ (1070, 1622, 1311, 1648)
story-headline[interactable]: নীলফামারীতে শীতবস্ত্র বিতরণ (1014, 186, 1128, 265)
newspaper-logo[interactable]: ভোরের দর্পণ (64, 84, 216, 121)
blanket-distribution-photo (966, 1602, 1500, 1886)
story-column: মধু সংগ্রহে ব্যস্ত সময় পার করছেন। কৃষক আল মাসুম জানান, কৃষি অফিসের সহযোগিতায় মধু চাষে প্রশিক্ষণ নিয়ে এ বছরই প্রথম মধু উৎপাদন শুরু করেছি। সরিষার ফলন (297, 1147, 523, 1205)
story-headline[interactable]: জয়পুরহাটে প্রতারক চক্রের ৬ সদস্য আটক (759, 631, 914, 666)
pull-quote: স্বাবলম্বী হওয়ার স্বপ্ন সিংড়ার কৃষকের (337, 997, 490, 1050)
story-body: নওগাঁ প্রতিনিধি : নওগাঁর ধামইরহাটে এক হাজার দুস্থ ও অসহায় মানুষের মাঝে শীতবস্ত্র বিতরণ করা হয়েছে। পাশাপাশি বিনামূল্যে চিকিৎসা সেবা, চক্ষু সেবা ও ওষুধ বিরতণ করা হয়েছে। শুক্রবার দিনব্যাপি উপজেলার লক্ষনপাড়া উচ্চ বিদ্যালয় মাঠে উইমেন্স এম্পাওয়ারমেন্ট অর্গানাইজেশন, ইরান হুইল ক্লাব অব ঢাকা ওয়াসিস, প্রতিধ্বনি, উইমেন ইন মাল্টিলিটারাল এগ্রিকালচার, গাওসুল আযম বিএনএসবি আই হসপিটাল, দিনাজপুর এবং ফেইথ বাংলাদেশ এর যৌথ আয়োজনের এসব কার্যক্রম অনুষ্ঠিত হয়েছে। এসময় এক হাজার দুস্থ মানুষের মাঝে শীতবস্ত্র বিতরণ, বিনামূল্যে চিকিৎসা সেবা, চক্ষু সেবা ও ঔষধ বিরতণ ছাড়াও স্পিস ও ল্যাঙ্গুয়েজ থেরাপিস্ট এবং অকুপেনশনাল থেরাপিস্ট এর তত্ত্বাবধানে বিশেষ শিশুদের কথা বলা ও মানশিক বিকাশের সমস্যা আছে কিনা তা নির্ণয় করা হয়। অনুষ্ঠানে উইমেন্স এম্পাওয়ারমেন্ট অর্গানাইজেশনের সভাপতি নাজমা মাসুদের সভাপতিত্বে প্রধান অতিথির বক্তব্য রাখেন ইরান হুইল ক্লাবের ডিসট্রিক্ট চেয়ারম্যান এঞ্জেলা বৈশাখী মেনডেজ। বিশেষ অতিথির বক্তব্য রাখেন কার্যমক্রমের আহবায়ক ফেইথ বাংলাদেশ নির্বাহি পরিচালক নিলুফার আহমেদ করিম। অন্যান্যের মধ্যে বক্তব্য রাখেন প্রতিধ্বনির সভাপতি সানজিদা ভুঁইয়া, উইমেন ইন মাল্টিলিটারাল এগ্রিকালচারের সাম্পাদক ফাহমিদা সুলতান, ইরান হুইল ক্লাব অব ঢাকা ওয়াসিসের প্রেসিডেন্ট শাহিদা হয়দার দীপ্তি। (1147, 1993, 1501, 2198)
divider-bar (499, 181, 507, 284)
news-column (966, 1925, 1137, 2197)
story-subhead: লক্ষ্যমাত্রা ১ লাখ ৪০ হাজার (159, 1530, 314, 1546)
story-dateline: শিবগঞ্জ (বগুড়া) প্রতিনিধি : (758, 406, 870, 418)
story-headline[interactable]: শিবগঞ্জে পৃথক ৩ টি রাস্তা উন্নয়ন কাজের উদ্বোধন (762, 364, 910, 399)
story-headline[interactable]: নন্দীগ্রামে পৌর আ.লীগসহ পাঁচ ইউনিয়নের সম্মেলনের তারিখ ঘোষণা (81, 1208, 393, 1254)
story-dateline: কাহালু (বগুড়া) প্রতিনিধি : (1330, 1261, 1460, 1274)
story-dateline: চৌহালী (সিরাজগঞ্জ) প্রতিনিধি : (651, 142, 784, 154)
logo-tagline: জনগণের মুখপত্র (72, 66, 124, 75)
photo-caption: ধামইরহাটে লক্ষনপাড়া এলাকায় এক হাজার দুস্থ পরিবারের মাঝে শীত বস্ত্র বিতরণ করা হয় (966, 1892, 1327, 1904)
section-divider (426, 1662, 956, 1664)
story-headline[interactable]: তেঁতুলিয়ায় পিপিআর রোগের টিকাদান কর্মসূচির উদ্বোধন (66, 1478, 407, 1524)
sun-icon (198, 59, 238, 79)
story-headline[interactable]: বদরগঞ্জে যৌতুকের জন্য গৃহবধূকে হত্যার অভিযোগ, স্বামী গ্রেফতার (961, 364, 1256, 407)
feature-box (28, 1937, 958, 2368)
story-headline[interactable]: খানসামায় প্রামাণ্যচিত্র প্রদর্শন ও আলোচনা সভা অনুষ্ঠিত (1305, 364, 1500, 400)
story-kicker: সান্তাহার জংশন স্টেশন (960, 1208, 1107, 1227)
story-dateline: আদমদীঘি (বগুড়া) প্রতিনিধি : (960, 1306, 1096, 1319)
story-body: চাটমোহর (পাবনা) প্রতিনিধি : পাবনার চাটমোহর ডায়াবেটিক সমিতির উদ্যোগে বিনামূল্যে ডায়াবেটিক পরীক্ষা ও স্বাস্থ্যসেবা ক্যাম্প অনুষ্ঠিত হয়েছে। গত বৃহস্পতিবার উপজেলার হান্ডিয়াল ইউনিয়ন পরিষদ চত্ত্বরে স্বাস্থ্য অধিদপ্তরের সাবেক উপ-পরিচালক ডা. আব্দুল মজিদের সভাপতিত্বে স্বাস্থ্যসেবা ক্যাম্প উদ্বোধন করেন চাটমোহর উপজেলা চেয়ারম্যান ও চাটমোহর ডায়াবেটিক সমিতির সভাপতি আব্দুল হামিদ মাস্টার। স্বাগত বক্তব্য দেন, ডায়াবেটিক সমিতির সাধারণ সম্পাদক এস এম মিজানুর রহমান, হান্ডিয়াল ইউপি চেয়ারম্যান কে এম জাকির হোসেন, নবনির্বাচিত চেয়ারম্যান রবিউল করিম মাস্টার, সাবেক চেয়ারম্যান মো. নুরুল ইসলাম প্রমুখ। (215, 142, 492, 282)
news-column (758, 364, 915, 1073)
news-column (56, 1207, 418, 1731)
story-dateline: নওগাঁ প্রতিনিধি : (1147, 1993, 1218, 2005)
news-column (1305, 365, 1501, 697)
feature-left (40, 1948, 548, 2358)
story-dateline: নন্দীগ্রাম (বগুড়া) প্রতিনিধি : (56, 1261, 173, 1274)
masthead-photo-strip-left (363, 54, 639, 123)
beekeeping-photo (56, 369, 719, 754)
news-column (426, 1662, 956, 1800)
story-headline[interactable]: সলঙ্গায় কম্বল বিতরণ (1014, 634, 1203, 660)
date-bengali: ২৫ পৌষ ১৪২৮ (1292, 95, 1381, 111)
story-dateline: নীলফামারী প্রতিনিধি : (426, 1693, 518, 1706)
story-headline[interactable]: ব্যস্ত সময় পার করছেন দুর্গাপুরের কুমারেরা (84, 1951, 503, 2036)
photo-caption: নাটোরের সিংড়ার চলনবিল অঞ্চলের মাঠজুড়ে সরিষা ক্ষেত মধু সংগ্রহ করছে মৌচাষিরা (56, 763, 435, 776)
banner-subtext: যৌথ আয়োজক ঃ (1125, 1683, 1243, 1701)
caption-accent-bar (530, 1507, 534, 1603)
story-dateline: নীলফামারী প্রতিনিধি : (1124, 142, 1221, 154)
feature-label: আলু ক্ষেতের পরিচর্যা (426, 1509, 492, 1593)
top-band-rule (56, 351, 1503, 356)
story-column: উঠার আগেই বাড়তি আয় করার সুযোগ পাচ্ছি। কৃষক সাগর জানান, মাত্র দুটো বাক্স নিয়ে গত বছর প্রথম মধু চাষ শুরু করেছিলাম। খরচ বাদে গত বছর মধু বিক্রি করে আমার ৪০ হাজার টাকা আয় হয়েছিল। এ বছর আমার বাক্স আছে ১০টি। আশা করছি ২ লাখ টাকার মধু বিক্রি করতে পারবো। উপজেলা কৃষি কর্মকর্তা কৃষিবিদ মো. সেলিম রেজা বলেন, সিংড়া উপজেলায় চলতি মৌসুমে ৩৮৫০ হেক্টর জমিতে সরিষার চাষ হয়েছে। সরিষা থেকে মধু উৎপাদন করে বাড়তি আয় হওয়ায় কৃষকদের মাঝে মধু চাষে আগ্রহ বাড়ছে। আমরা প্রথমবারের মত ১০জন কৃষককে মধু চাষের প্রশিক্ষণ দিয়ে ১০টি আধুনিক মৌ বাক্স দিয়েছি। তারা ইতোমধ্যে আশানুরুপ মধু উৎপাদনে সফলতা অর্জন করেছে। আমরা আশা করছি আগামীতে সরিষা চাষের পাশাপাশি মধু চাষির সংখ্যাও বৃদ্ধি পাবে। (536, 910, 755, 1139)
divider-bar (999, 181, 1007, 284)
